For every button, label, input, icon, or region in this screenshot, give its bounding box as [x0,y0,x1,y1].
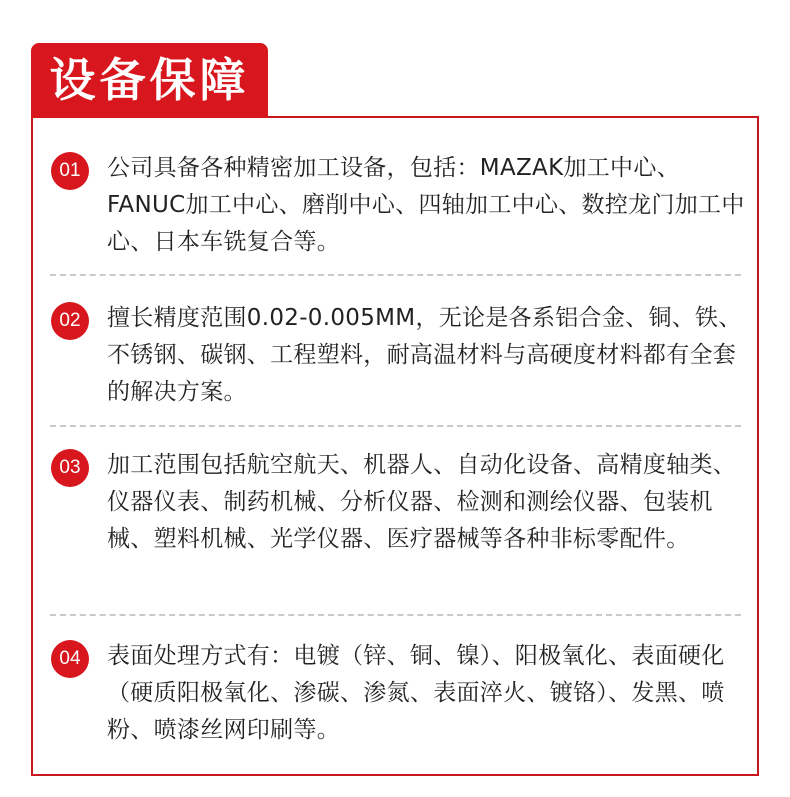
item-text: 公司具备各种精密加工设备，包括：MAZAK加工中心、FANUC加工中心、磨削中心、四轴加工中心、数控龙门加工中心、日本车铣复合等。 [107,155,745,255]
item-number-badge: 01 [51,152,89,190]
item-number-badge: 02 [51,302,89,340]
dashed-divider [50,425,741,427]
dashed-divider [50,274,741,276]
item-text: 擅长精度范围0.02-0.005MM，无论是各系铝合金、铜、铁、不锈钢、碳钢、工程塑料，耐高温材料与高硬度材料都有全套的解决方案。 [107,305,742,405]
item-text: 表面处理方式有：电镀（锌、铜、镍）、阳极氧化、表面硬化（硬质阳极氧化、渗碳、渗氮、表面淬火、镀铬）、发黑、喷粉、喷漆丝网印刷等。 [107,643,725,743]
dashed-divider [50,614,741,616]
section-title: 设备保障 [31,43,268,118]
item-number-badge: 04 [51,640,89,678]
item-text: 加工范围包括航空航天、机器人、自动化设备、高精度轴类、仪器仪表、制药机械、分析仪器、检测和测绘仪器、包装机械、塑料机械、光学仪器、医疗器械等各种非标零配件。 [107,452,737,552]
item-number-badge: 03 [51,449,89,487]
